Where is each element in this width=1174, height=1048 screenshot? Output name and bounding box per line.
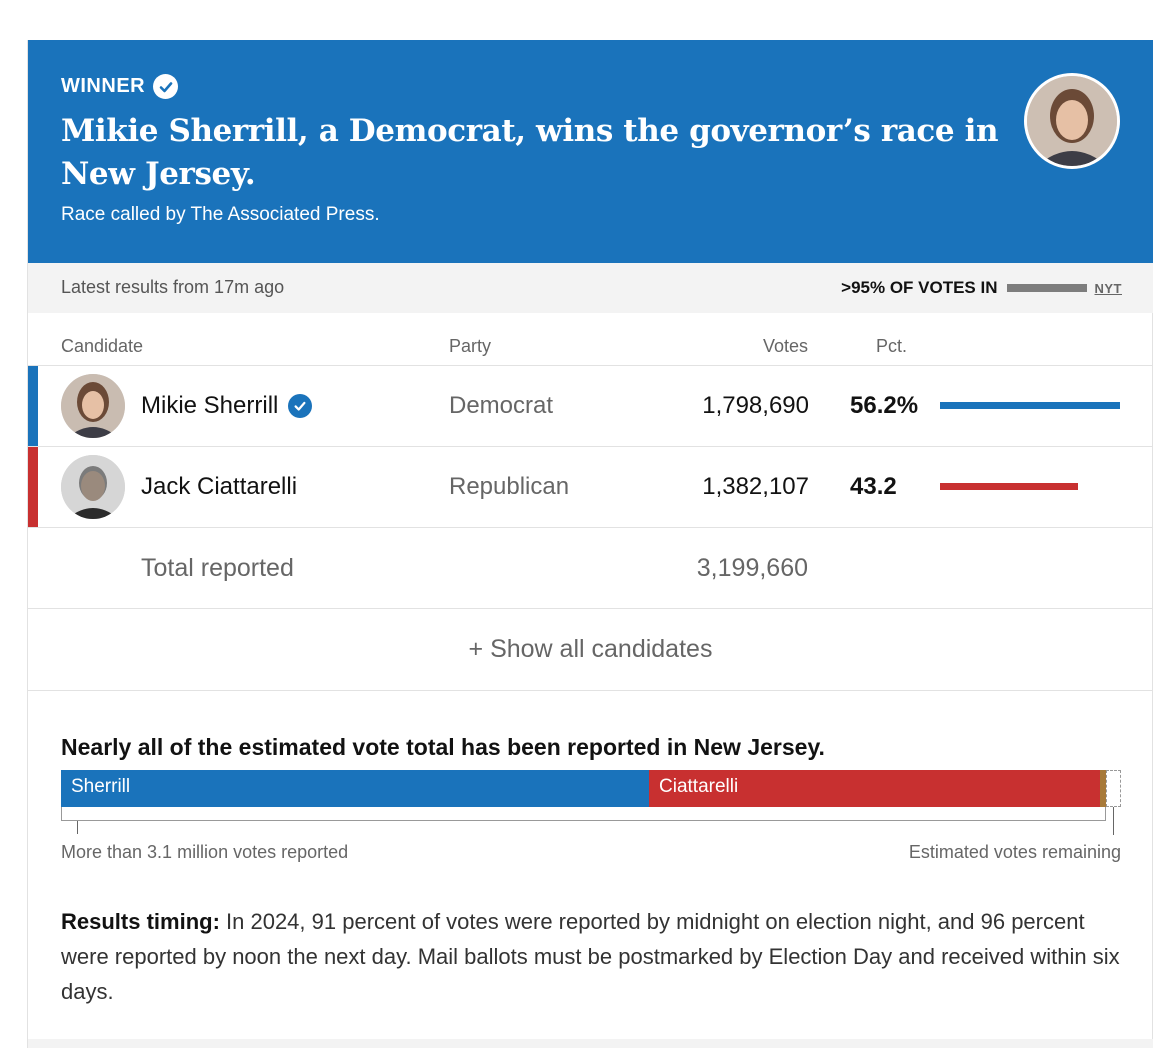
header-votes: Votes xyxy=(762,336,808,356)
race-results-card xyxy=(27,40,1153,1048)
votes-in-progress-bar xyxy=(1007,284,1087,292)
winner-row xyxy=(61,74,178,99)
reported-caption: More than 3.1 million votes reported xyxy=(61,842,349,862)
party-color-bar xyxy=(28,447,38,527)
estimate-bracket xyxy=(61,807,1106,821)
estimate-title: Nearly all of the estimated vote total has been reported in New Jersey. xyxy=(61,734,825,760)
candidate-pct: 56.2% xyxy=(850,392,919,419)
candidate-party: Republican xyxy=(449,473,570,500)
nyt-estimate-link[interactable]: NYT xyxy=(1094,280,1122,296)
sherrill-segment: Sherrill xyxy=(61,770,649,807)
winner-label: WINNER xyxy=(61,75,146,97)
candidate-name xyxy=(141,392,312,420)
candidate-name-text: Jack Ciattarelli xyxy=(141,473,298,500)
winner-check-icon xyxy=(153,74,178,99)
race-called-note: Race called by The Associated Press. xyxy=(61,204,380,225)
pct-bar xyxy=(940,402,1120,409)
estimated-vote-bar xyxy=(61,770,1121,807)
bottom-strip xyxy=(28,1039,1153,1048)
remaining-segment xyxy=(1106,770,1121,807)
candidate-name-text: Mikie Sherrill xyxy=(141,392,279,419)
party-color-bar xyxy=(28,366,38,446)
candidate-pct: 43.2 xyxy=(850,473,897,500)
header-candidate: Candidate xyxy=(61,336,144,356)
total-reported-votes: 3,199,660 xyxy=(696,554,808,582)
divider xyxy=(28,527,1153,528)
table-row[interactable] xyxy=(28,447,1153,527)
reported-tick xyxy=(77,821,78,834)
winner-photo xyxy=(1024,73,1120,169)
table-row[interactable] xyxy=(28,366,1153,446)
results-status-bar xyxy=(28,263,1153,313)
ciattarelli-segment: Ciattarelli xyxy=(649,770,1100,807)
divider xyxy=(28,690,1153,691)
candidate-avatar xyxy=(61,455,125,519)
candidate-votes: 1,798,690 xyxy=(702,392,809,419)
candidate-name xyxy=(141,473,297,501)
headline[interactable]: Mikie Sherrill, a Democrat, wins the governor’s race in New Jersey. xyxy=(61,113,999,192)
results-timing-note xyxy=(61,904,1131,1009)
pct-bar xyxy=(940,483,1078,490)
total-reported-label: Total reported xyxy=(141,554,294,582)
header-pct: Pct. xyxy=(876,336,908,356)
candidate-avatar xyxy=(61,374,125,438)
candidate-party: Democrat xyxy=(449,392,554,419)
votes-in-indicator xyxy=(841,278,1122,298)
show-all-candidates-button[interactable]: + Show all candidates xyxy=(468,635,713,663)
winner-banner xyxy=(28,40,1153,263)
results-timing-text: In 2024, 91 percent of votes were reported by midnight on election night, and 96 percent were reported by noon the next day. Mail ballots must be postmarked by Election Day and received within six days. xyxy=(61,909,1120,1004)
results-timing-label: Results timing: xyxy=(61,909,220,934)
header-party: Party xyxy=(449,336,492,356)
votes-in-label: >95% OF VOTES IN xyxy=(841,278,998,297)
remaining-tick xyxy=(1113,807,1114,835)
candidate-votes: 1,382,107 xyxy=(702,473,809,500)
remaining-caption: Estimated votes remaining xyxy=(908,842,1121,862)
latest-results-time: Latest results from 17m ago xyxy=(61,277,285,297)
winner-check-icon xyxy=(288,394,312,418)
